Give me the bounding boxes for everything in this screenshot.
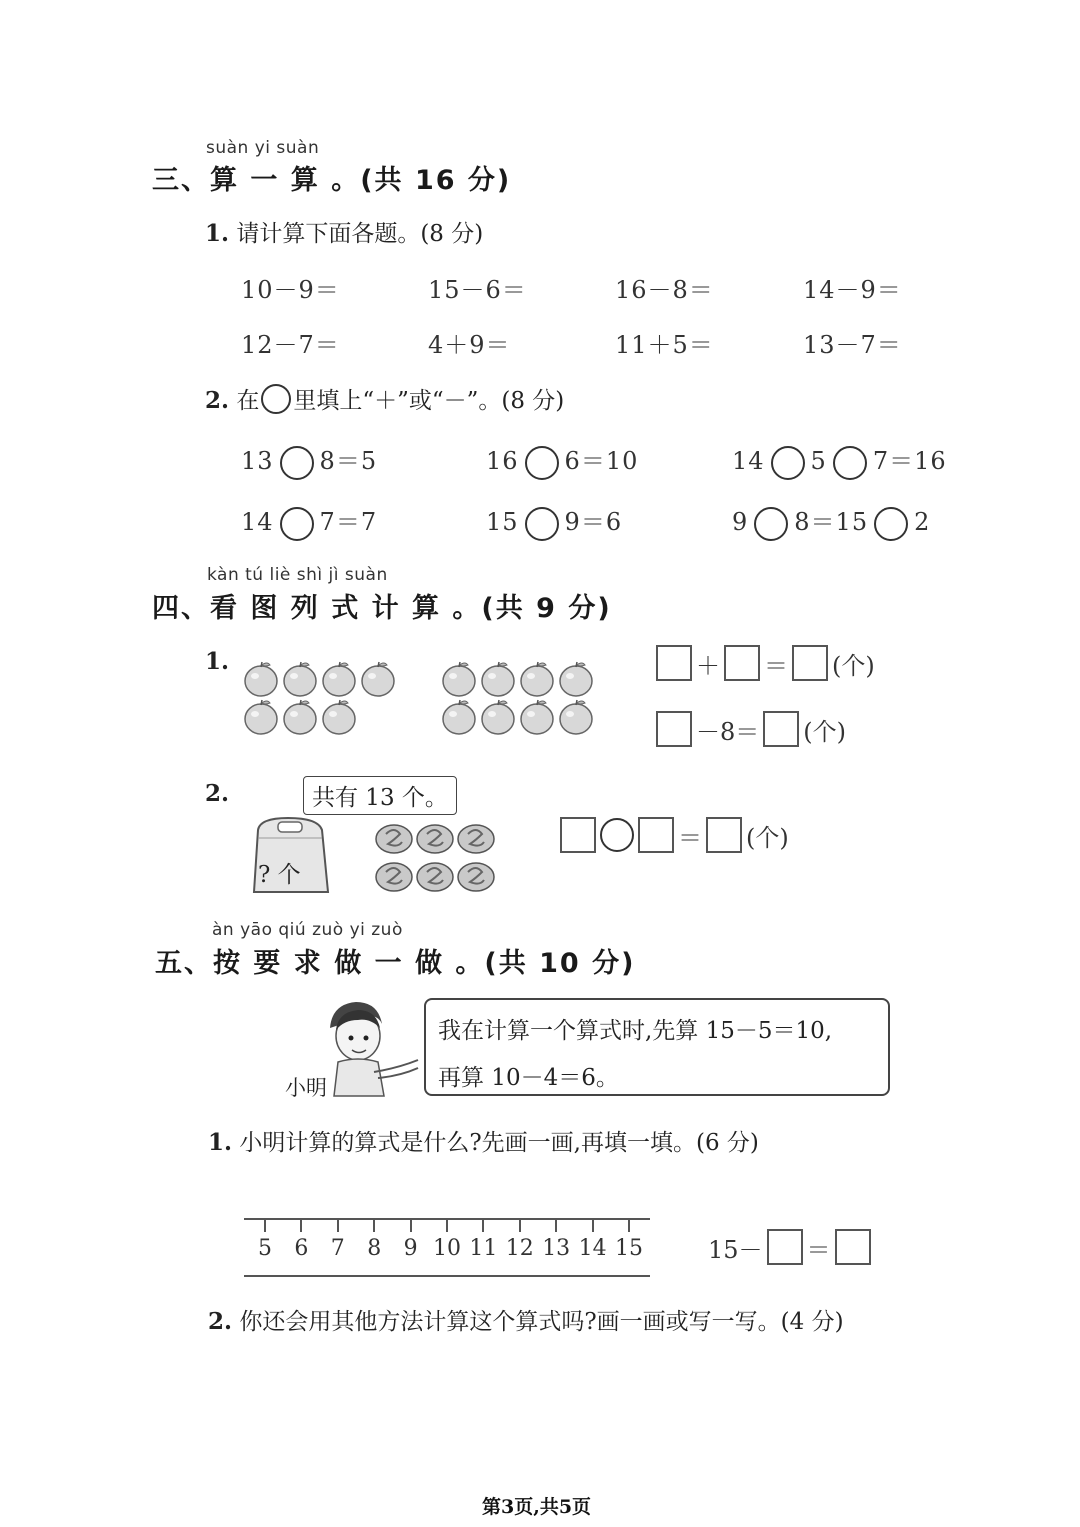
s5-q2-text: 你还会用其他方法计算这个算式吗?画一画或写一写。(4 分) <box>239 1309 844 1335</box>
answer-circle[interactable] <box>771 446 805 480</box>
apple-icon <box>482 700 514 734</box>
number-line-tick <box>300 1220 302 1232</box>
operand: 14 <box>241 508 274 536</box>
s3-q2-item-3 <box>732 441 947 480</box>
number-line-tick <box>337 1220 339 1232</box>
s3-q1-expr-6: 4＋9＝ <box>428 331 511 359</box>
section4-title: 四、看 图 列 式 计 算 。(共 9 分) <box>152 593 612 624</box>
answer-box[interactable] <box>792 645 828 681</box>
s5-q2-number: 2. <box>208 1308 233 1335</box>
bread-roll-icon <box>458 863 494 891</box>
answer-circle[interactable] <box>280 507 314 541</box>
answer-circle[interactable] <box>754 507 788 541</box>
s3-q1-expr-5: 12－7＝ <box>241 331 340 359</box>
number-line-label: 11 <box>469 1236 498 1261</box>
bread-roll-icon <box>376 825 412 853</box>
answer-box[interactable] <box>835 1229 871 1265</box>
number-line-label: 14 <box>578 1236 607 1261</box>
number-line-label: 9 <box>403 1236 418 1261</box>
s3-q1-prompt <box>205 215 483 248</box>
s3-q1-expr-7: 11＋5＝ <box>615 331 714 359</box>
apple-icon <box>284 662 316 696</box>
apple-icon <box>443 662 475 696</box>
answer-box[interactable] <box>706 817 742 853</box>
number-line-label: 10 <box>433 1236 461 1261</box>
number-line-label: 5 <box>258 1236 272 1261</box>
s5-q1-number: 1. <box>208 1129 233 1156</box>
apple-icon <box>323 662 355 696</box>
unit-label: (个) <box>803 717 847 746</box>
number-line-tick <box>410 1220 412 1232</box>
s3-q1-text: 请计算下面各题。(8 分) <box>236 221 484 247</box>
bread-roll-icon <box>417 825 453 853</box>
page-footer: 第3页,共5页 <box>482 1496 592 1518</box>
s5-q1-prompt <box>208 1124 759 1157</box>
speech-bubble <box>424 998 890 1096</box>
answer-box[interactable] <box>763 711 799 747</box>
answer-circle[interactable] <box>874 507 908 541</box>
answer-box[interactable] <box>656 645 692 681</box>
speech-line-1: 我在计算一个算式时,先算 15－5＝10, <box>438 1018 833 1044</box>
apple-icon <box>245 662 277 696</box>
number-line[interactable] <box>244 1218 650 1278</box>
number-line-label: 15 <box>615 1236 643 1261</box>
apple-icon <box>443 700 475 734</box>
circle-icon <box>261 384 291 414</box>
number-line-tick <box>264 1220 266 1232</box>
unit-label: (个) <box>832 651 875 680</box>
s3-q1-number: 1. <box>205 220 230 247</box>
s3-q1-expr-2: 15－6＝ <box>428 276 527 304</box>
operand: 5 <box>810 447 827 475</box>
s5-q1-text: 小明计算的算式是什么?先画一画,再填一填。(6 分) <box>239 1130 759 1156</box>
number-line-tick <box>446 1220 448 1232</box>
answer-circle[interactable] <box>280 446 314 480</box>
bag-label: ? 个 <box>258 862 301 888</box>
answer-circle[interactable] <box>525 446 559 480</box>
operand: 16 <box>486 447 519 475</box>
plus-sign: ＋ <box>696 651 720 680</box>
bread-group <box>372 818 502 896</box>
bread-roll-icon <box>458 825 494 853</box>
s3-q1-expr-1: 10－9＝ <box>241 276 340 304</box>
number-line-tick <box>519 1220 521 1232</box>
apple-icon <box>521 662 553 696</box>
equals-sign: ＝ <box>764 651 788 680</box>
s3-q1-expr-3: 16－8＝ <box>615 276 714 304</box>
speaker-name: 小明 <box>285 1076 327 1100</box>
s4-q1-equation-1 <box>656 645 875 681</box>
s4-q2-equation <box>560 817 789 853</box>
equation-start: 15－ <box>708 1235 763 1264</box>
apple-icon <box>560 662 592 696</box>
operand: 14 <box>732 447 765 475</box>
operand: 8＝5 <box>319 447 378 475</box>
answer-circle[interactable] <box>525 507 559 541</box>
sign-text: 共有 13 个。 <box>312 785 448 811</box>
s4-q1-number: 1. <box>205 648 230 675</box>
number-line-bottom <box>244 1275 650 1277</box>
operand: 2 <box>914 508 931 536</box>
bread-roll-icon <box>376 863 412 891</box>
speech-line-2: 再算 10－4＝6。 <box>438 1065 619 1091</box>
number-line-tick <box>628 1220 630 1232</box>
operand: 6＝10 <box>564 447 639 475</box>
number-line-tick <box>373 1220 375 1232</box>
minus-eight-text: －8＝ <box>696 717 760 746</box>
apple-icon <box>482 662 514 696</box>
number-line-label: 6 <box>294 1236 309 1261</box>
apple-icon <box>323 700 355 734</box>
apple-icon <box>362 662 394 696</box>
section3-pinyin: suàn yi suàn <box>206 138 320 158</box>
s5-q1-equation <box>708 1229 871 1265</box>
unit-label: (个) <box>746 823 789 852</box>
number-line-tick <box>555 1220 557 1232</box>
s3-q2-text-b: 里填上“＋”或“－”。(8 分) <box>293 388 565 414</box>
answer-circle[interactable] <box>600 818 634 852</box>
s3-q2-prompt <box>205 382 564 415</box>
apple-icon <box>245 700 277 734</box>
operand: 9 <box>732 508 749 536</box>
s4-q2-number: 2. <box>205 780 230 807</box>
answer-box[interactable] <box>656 711 692 747</box>
apple-group-right <box>438 658 608 738</box>
bread-roll-icon <box>417 863 453 891</box>
answer-box[interactable] <box>724 645 760 681</box>
operand: 9＝6 <box>564 508 623 536</box>
number-line-label: 8 <box>367 1236 382 1261</box>
operand: 7＝16 <box>872 447 947 475</box>
operand: 8＝15 <box>794 508 869 536</box>
operand: 7＝7 <box>319 508 378 536</box>
section5-pinyin: àn yāo qiú zuò yi zuò <box>212 920 403 940</box>
s3-q2-number: 2. <box>205 387 230 414</box>
number-line-label: 7 <box>330 1236 345 1261</box>
answer-box[interactable] <box>560 817 596 853</box>
section4-pinyin: kàn tú liè shì jì suàn <box>207 565 388 585</box>
equals-sign: ＝ <box>806 1235 831 1264</box>
s4-q2-sign <box>303 776 457 815</box>
apple-icon <box>560 700 592 734</box>
number-line-tick <box>592 1220 594 1232</box>
section5-title: 五、按 要 求 做 一 做 。(共 10 分) <box>155 948 636 979</box>
apple-icon <box>521 700 553 734</box>
s3-q1-expr-8: 13－7＝ <box>803 331 902 359</box>
operand: 13 <box>241 447 274 475</box>
answer-box[interactable] <box>638 817 674 853</box>
apple-icon <box>284 700 316 734</box>
number-line-tick <box>482 1220 484 1232</box>
boy-character-icon <box>318 998 422 1098</box>
number-line-label: 13 <box>542 1236 571 1261</box>
s3-q2-item-1 <box>241 441 377 480</box>
answer-circle[interactable] <box>833 446 867 480</box>
s3-q2-text-a: 在 <box>236 388 260 414</box>
s3-q2-item-5 <box>486 502 622 541</box>
s4-q1-equation-2 <box>656 711 846 747</box>
answer-box[interactable] <box>767 1229 803 1265</box>
operand: 15 <box>486 508 519 536</box>
s3-q2-item-4 <box>241 502 377 541</box>
s3-q1-expr-4: 14－9＝ <box>803 276 902 304</box>
s3-q2-item-2 <box>486 441 638 480</box>
number-line-label: 12 <box>505 1236 534 1261</box>
equals-sign: ＝ <box>678 823 702 852</box>
s3-q2-item-6 <box>732 502 930 541</box>
s5-q2-prompt <box>208 1303 844 1336</box>
apple-group-left <box>240 658 410 738</box>
section3-title: 三、算 一 算 。(共 16 分) <box>152 165 512 196</box>
